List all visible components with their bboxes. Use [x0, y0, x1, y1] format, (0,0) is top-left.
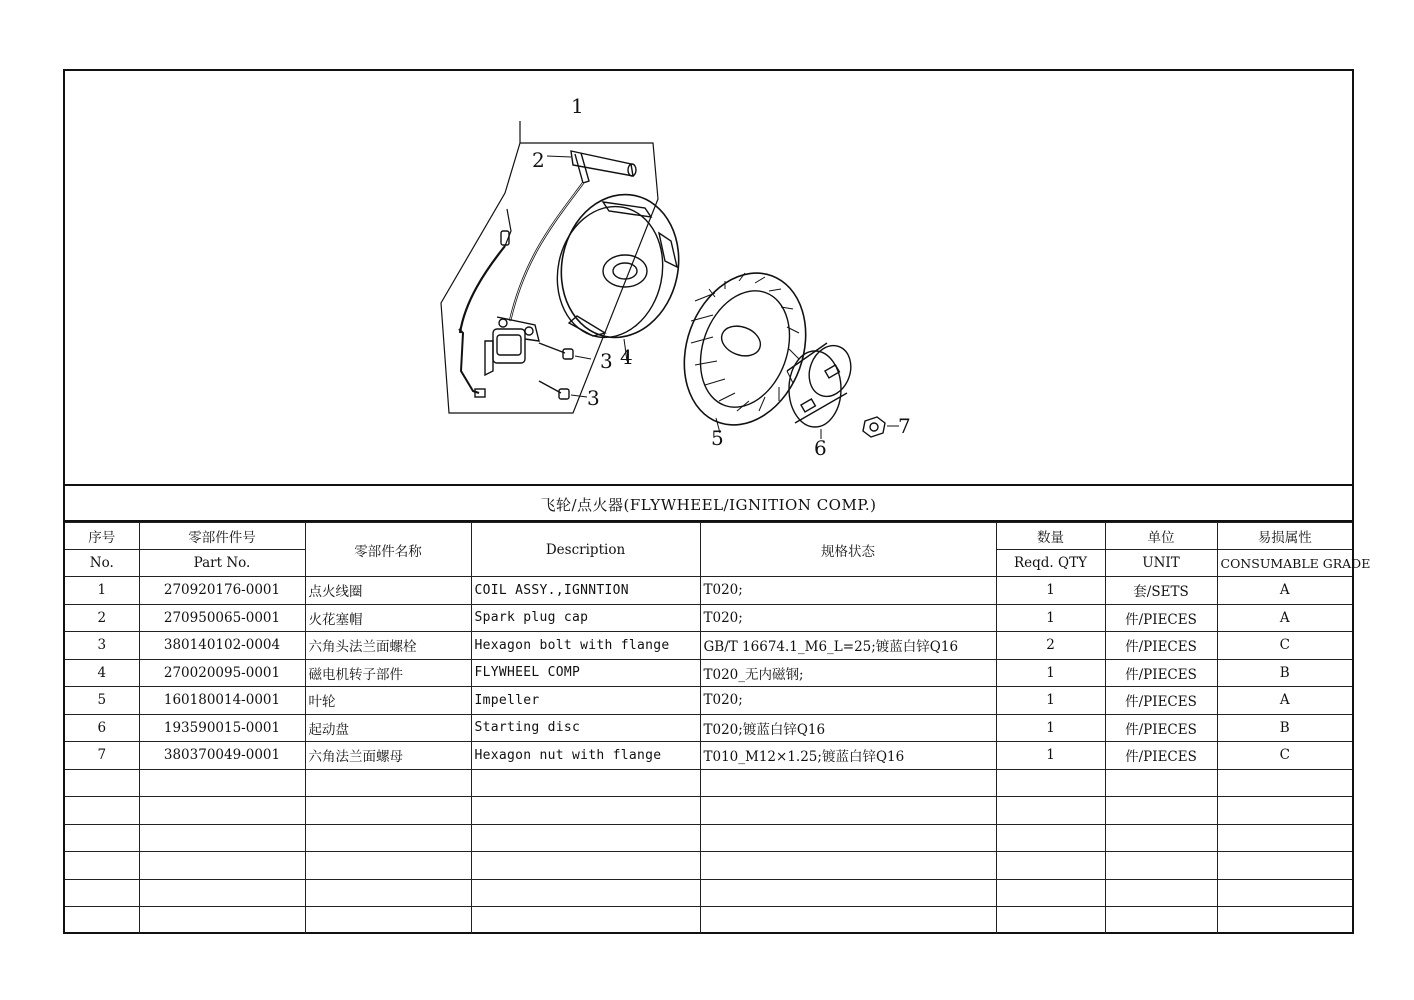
table-row: [65, 714, 1352, 742]
callout-3-upper: 3: [600, 349, 613, 373]
empty-row: [65, 824, 1352, 852]
cell-part-no: 380370049-0001: [139, 742, 305, 770]
callout-7: 7: [898, 414, 911, 438]
cell-spec: T020;镀蓝白锌Q16: [700, 714, 996, 742]
callout-1: 1: [571, 94, 584, 118]
header-part-en: Part No.: [139, 550, 305, 577]
callout-2: 2: [532, 148, 545, 172]
cell-qty: 1: [996, 714, 1105, 742]
cell-no: 3: [65, 632, 139, 660]
cell-name-cn: 火花塞帽: [305, 604, 471, 632]
cell-spec: T020;: [700, 577, 996, 605]
cell-description: Starting disc: [471, 714, 700, 742]
ht-lead: [510, 183, 583, 321]
cell-no: 5: [65, 687, 139, 715]
table-row: [65, 604, 1352, 632]
table-row: [65, 659, 1352, 687]
spark-plug-cap-part: [547, 151, 636, 183]
callout-4: 4: [620, 345, 633, 369]
cell-description: FLYWHEEL COMP: [471, 659, 700, 687]
header-grade-cn: 易损属性: [1217, 523, 1352, 550]
table-row: [65, 577, 1352, 605]
cell-part-no: 270020095-0001: [139, 659, 305, 687]
parts-table: [65, 522, 1371, 934]
cell-no: 2: [65, 604, 139, 632]
header-seq-cn: 序号: [65, 523, 139, 550]
cell-unit: 件/PIECES: [1105, 604, 1217, 632]
cell-unit: 件/PIECES: [1105, 632, 1217, 660]
cell-spec: T020;: [700, 687, 996, 715]
cell-unit: 套/SETS: [1105, 577, 1217, 605]
cell-part-no: 380140102-0004: [139, 632, 305, 660]
cell-grade: C: [1217, 742, 1352, 770]
cell-part-no: 193590015-0001: [139, 714, 305, 742]
nut-part: [863, 417, 899, 437]
table-row: [65, 687, 1352, 715]
callout-6: 6: [814, 436, 827, 460]
ignition-coil-part: [485, 317, 539, 375]
cell-grade: A: [1217, 604, 1352, 632]
header-grade-en: CONSUMABLE GRADE: [1217, 550, 1352, 577]
cell-description: Impeller: [471, 687, 700, 715]
impeller-part: [664, 256, 826, 442]
cell-spec: T010_M12×1.25;镀蓝白锌Q16: [700, 742, 996, 770]
callout-5: 5: [711, 426, 724, 450]
cell-grade: B: [1217, 714, 1352, 742]
cell-name-cn: 叶轮: [305, 687, 471, 715]
table-row: [65, 742, 1352, 770]
empty-row: [65, 797, 1352, 825]
starting-disc-part: [787, 340, 858, 439]
cell-unit: 件/PIECES: [1105, 659, 1217, 687]
cell-no: 6: [65, 714, 139, 742]
header-name-cn: 零部件名称: [305, 523, 471, 577]
cell-qty: 1: [996, 577, 1105, 605]
cell-grade: B: [1217, 659, 1352, 687]
empty-row: [65, 879, 1352, 907]
cell-grade: C: [1217, 632, 1352, 660]
cell-name-cn: 起动盘: [305, 714, 471, 742]
callout-3-lower: 3: [587, 386, 600, 410]
cell-unit: 件/PIECES: [1105, 687, 1217, 715]
cell-grade: A: [1217, 577, 1352, 605]
flywheel-part: [545, 184, 691, 361]
cell-part-no: 270920176-0001: [139, 577, 305, 605]
cell-qty: 1: [996, 604, 1105, 632]
header-unit-en: UNIT: [1105, 550, 1217, 577]
table-row: [65, 632, 1352, 660]
empty-row: [65, 907, 1352, 934]
cell-grade: A: [1217, 687, 1352, 715]
section-title: 飞轮/点火器(FLYWHEEL/IGNITION COMP.): [65, 486, 1352, 522]
cell-spec: GB/T 16674.1_M6_L=25;镀蓝白锌Q16: [700, 632, 996, 660]
cell-qty: 1: [996, 742, 1105, 770]
header-seq-en: No.: [65, 550, 139, 577]
cell-name-cn: 六角头法兰面螺栓: [305, 632, 471, 660]
header-unit-cn: 单位: [1105, 523, 1217, 550]
cell-spec: T020_无内磁钢;: [700, 659, 996, 687]
cell-qty: 2: [996, 632, 1105, 660]
header-part-cn: 零部件件号: [139, 523, 305, 550]
header-qty-en: Reqd. QTY: [996, 550, 1105, 577]
cell-name-cn: 磁电机转子部件: [305, 659, 471, 687]
cell-unit: 件/PIECES: [1105, 714, 1217, 742]
assembly-bracket: [441, 121, 658, 413]
cell-part-no: 160180014-0001: [139, 687, 305, 715]
cell-spec: T020;: [700, 604, 996, 632]
cell-description: Hexagon bolt with flange: [471, 632, 700, 660]
cell-no: 4: [65, 659, 139, 687]
cell-description: Spark plug cap: [471, 604, 700, 632]
cell-part-no: 270950065-0001: [139, 604, 305, 632]
cell-no: 7: [65, 742, 139, 770]
header-qty-cn: 数量: [996, 523, 1105, 550]
cell-name-cn: 点火线圈: [305, 577, 471, 605]
header-description: Description: [471, 523, 700, 577]
exploded-diagram: [65, 71, 1352, 486]
cell-name-cn: 六角法兰面螺母: [305, 742, 471, 770]
cell-qty: 1: [996, 687, 1105, 715]
header-spec: 规格状态: [700, 523, 996, 577]
bolt-upper: [539, 343, 591, 359]
cell-description: COIL ASSY.,IGNNTION: [471, 577, 700, 605]
header-row-cn: [65, 523, 1352, 550]
cell-qty: 1: [996, 659, 1105, 687]
empty-row: [65, 852, 1352, 880]
exploded-view-drawing: [65, 71, 1352, 484]
bolt-lower: [539, 381, 587, 399]
empty-row: [65, 769, 1352, 797]
parts-sheet: [63, 69, 1371, 934]
cell-no: 1: [65, 577, 139, 605]
cell-unit: 件/PIECES: [1105, 742, 1217, 770]
cell-description: Hexagon nut with flange: [471, 742, 700, 770]
